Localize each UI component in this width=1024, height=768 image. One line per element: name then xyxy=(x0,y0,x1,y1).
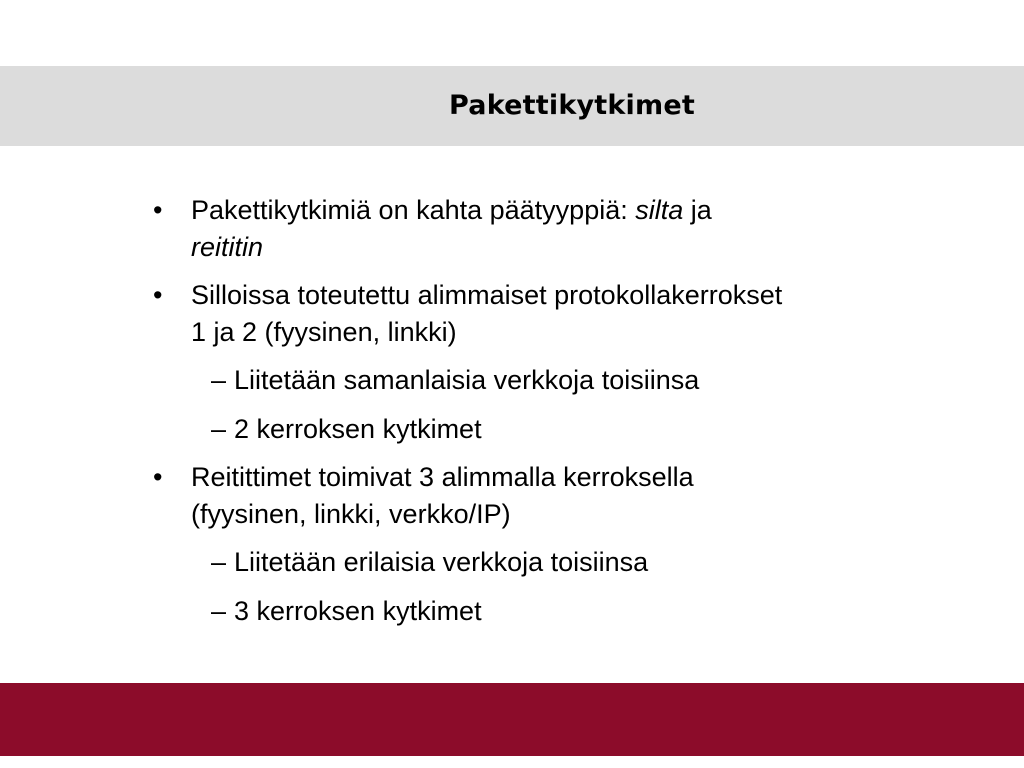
sub-bullet-text: Liitetään samanlaisia verkkoja toisiinsa xyxy=(234,365,700,395)
sub-bullet-text: 2 kerroksen kytkimet xyxy=(234,414,482,444)
sub-bullet-text: Liitetään erilaisia verkkoja toisiinsa xyxy=(234,547,649,577)
term-bridge: silta xyxy=(635,195,684,225)
bullet-marker: • xyxy=(153,280,163,310)
bullet-text-line2: (fyysinen, linkki, verkko/IP) xyxy=(191,499,511,529)
sub-bullet-text: 3 kerroksen kytkimet xyxy=(234,596,482,626)
bullet-text-line1: Reitittimet toimivat 3 alimmalla kerroksella xyxy=(191,462,694,492)
sub-bullet-item xyxy=(150,411,960,448)
dash-marker: – xyxy=(211,365,227,395)
bullet-text-join: ja xyxy=(683,195,712,225)
footer-band xyxy=(0,683,1024,756)
sub-bullet-item xyxy=(150,362,960,399)
bullet-item-bridges xyxy=(150,277,960,351)
sub-bullet-item xyxy=(150,544,960,581)
bullet-text-line1: Silloissa toteutettu alimmaiset protokollakerrokset xyxy=(191,280,783,310)
bullet-item-routers xyxy=(150,459,960,533)
bullet-marker: • xyxy=(153,462,163,492)
sub-bullet-item xyxy=(150,593,960,630)
bullet-item-packet-switch-types xyxy=(150,192,960,266)
dash-marker: – xyxy=(211,414,227,444)
term-router: reititin xyxy=(191,232,264,262)
slide-title: Pakettikytkimet xyxy=(449,90,695,121)
dash-marker: – xyxy=(211,596,227,626)
bullet-marker: • xyxy=(153,195,163,225)
bullet-text: Pakettikytkimiä on kahta päätyyppiä: xyxy=(191,195,636,225)
dash-marker: – xyxy=(211,547,227,577)
bullet-text-line2: 1 ja 2 (fyysinen, linkki) xyxy=(191,317,457,347)
bullet-list xyxy=(150,192,960,642)
